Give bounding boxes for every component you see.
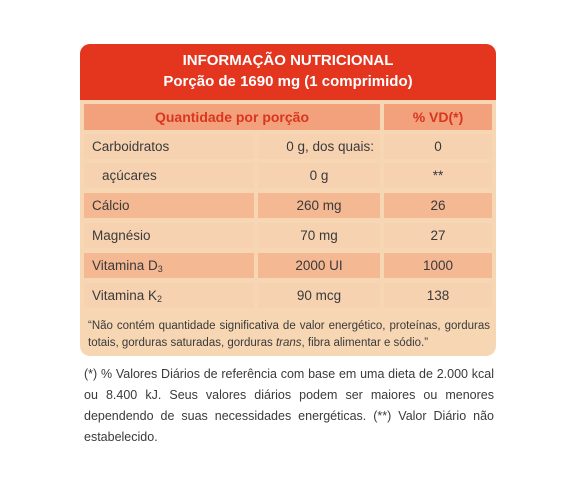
- nutrition-facts-panel: [80, 44, 496, 356]
- row-amount: 2000 UI: [258, 253, 380, 278]
- daily-values-footnote: (*) % Valores Diários de referência com base em uma dieta de 2.000 kcal ou 8.400 kJ. Seus valores diários podem ser maiores ou menores dependendo de suas necessidades energéticas. (**) Valor Diário não estabelecido.: [84, 367, 494, 444]
- row-name: Vitamina $K_2$: [84, 283, 254, 308]
- row-name: Vitamina $D_3$: [84, 253, 254, 278]
- column-header-amount: Quantidade por porção: [84, 104, 380, 130]
- row-amount: 0 g: [258, 163, 380, 188]
- row-vd: **: [384, 163, 492, 188]
- row-vd: 27: [384, 223, 492, 248]
- column-header-vd: % VD(*): [384, 104, 492, 130]
- row-amount: 260 mg: [258, 193, 380, 218]
- row-name: Carboidratos: [84, 134, 254, 159]
- row-amount: 70 mg: [258, 223, 380, 248]
- row-amount: 0 g, dos quais:: [258, 134, 380, 159]
- row-name: Magnésio: [84, 223, 254, 248]
- row-name: açúcares: [84, 163, 254, 188]
- nutrition-title: INFORMAÇÃO NUTRICIONAL: [182, 52, 394, 69]
- portion-size: Porção de 1690 mg (1 comprimido): [163, 73, 413, 90]
- row-vd: 26: [384, 193, 492, 218]
- row-vd: 0: [384, 134, 492, 159]
- row-vd: 138: [384, 283, 492, 308]
- nutrition-header: [80, 44, 496, 100]
- nutrition-note: “Não contém quantidade significativa de valor energético, proteínas, gorduras totais, gorduras saturadas, gorduras trans, fibra alimentar e sódio.”: [88, 320, 490, 349]
- row-vd: 1000: [384, 253, 492, 278]
- row-amount: 90 mcg: [258, 283, 380, 308]
- row-name: Cálcio: [84, 193, 254, 218]
